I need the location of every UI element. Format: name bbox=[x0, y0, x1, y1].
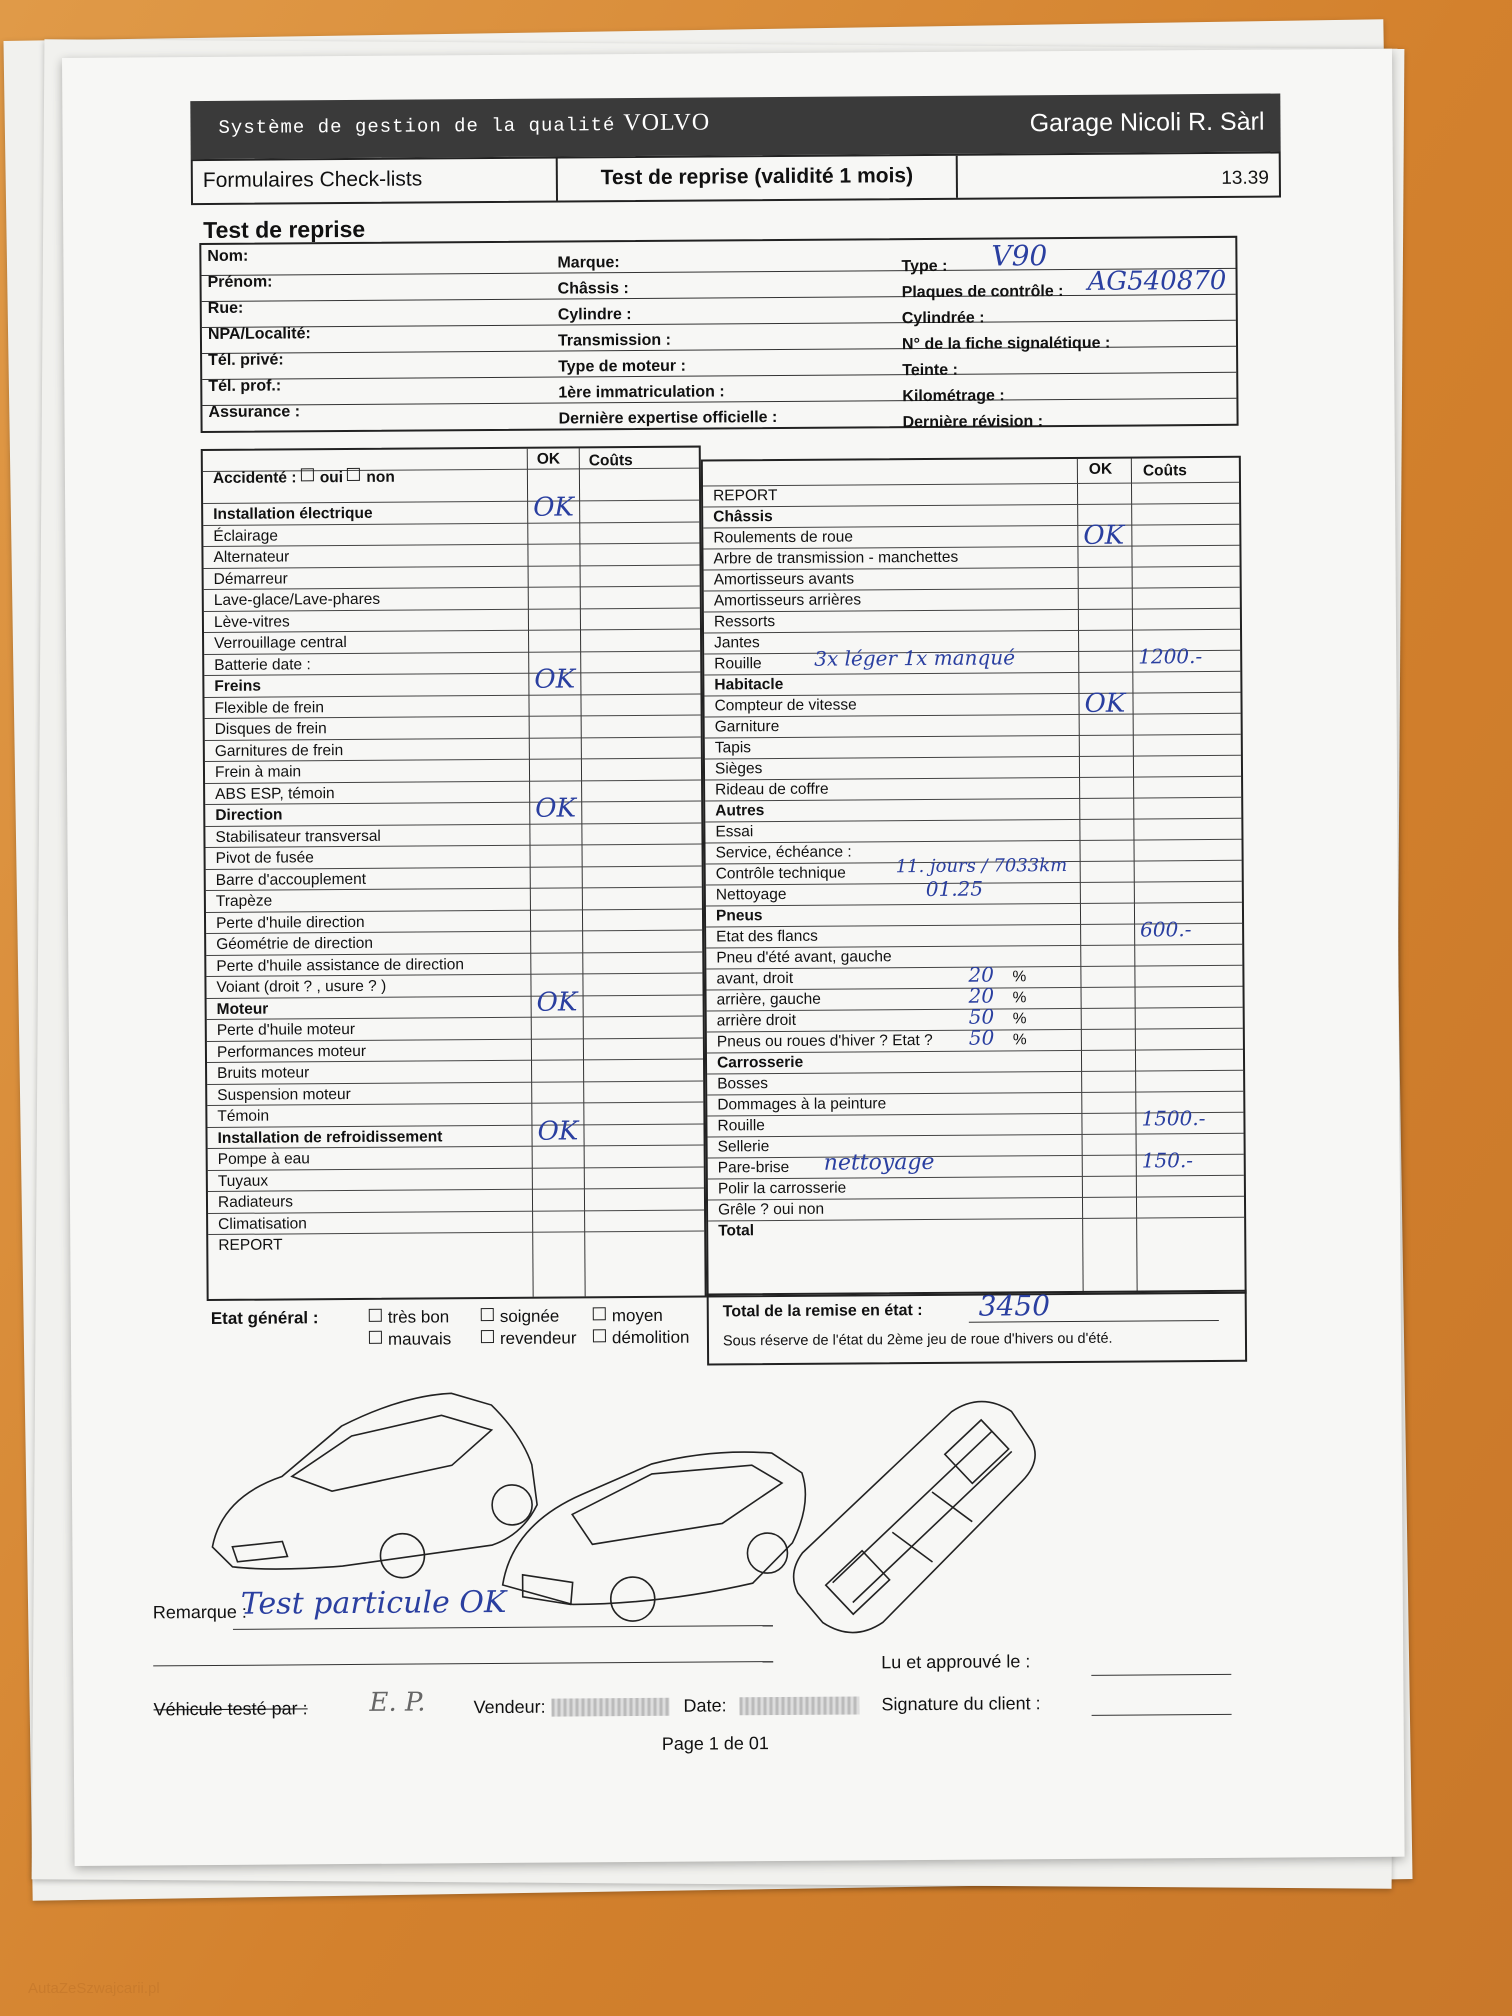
etat-option-label: soignée bbox=[499, 1306, 560, 1326]
teste-par-value: E. P. bbox=[369, 1687, 426, 1718]
client-field-label: Assurance : bbox=[208, 403, 301, 421]
checklist-item: Dommages à la peinture bbox=[717, 1095, 887, 1114]
checklist-item: Témoin bbox=[217, 1107, 270, 1125]
etat-general bbox=[210, 1305, 690, 1349]
type-value: V90 bbox=[991, 239, 1048, 273]
car-rear-view bbox=[502, 1452, 806, 1605]
vendeur-label: Vendeur: bbox=[473, 1696, 546, 1718]
checklist-item: Trapèze bbox=[215, 892, 273, 910]
table-row bbox=[208, 1188, 704, 1192]
tire-percent: 50 bbox=[968, 1025, 995, 1050]
pneus-cost: 600.- bbox=[1140, 917, 1192, 942]
ok-mark: OK bbox=[534, 664, 576, 695]
ok-column-line bbox=[527, 449, 534, 1297]
etat-option bbox=[593, 1306, 663, 1326]
etat-option bbox=[369, 1329, 451, 1350]
signature-label: Signature du client : bbox=[881, 1693, 1041, 1715]
checklist-item: Rideau de coffre bbox=[715, 780, 829, 799]
info-row-line bbox=[202, 268, 1236, 276]
checklist-item: Lave-glace/Lave-phares bbox=[213, 590, 381, 609]
table-row bbox=[705, 839, 1241, 844]
redacted-date bbox=[739, 1696, 859, 1715]
checklist-item: Freins bbox=[214, 677, 261, 695]
checklist-item: Lève-vitres bbox=[213, 612, 290, 631]
client-field-label: Tél. privé: bbox=[208, 351, 284, 369]
checklist-item: Installation électrique bbox=[213, 504, 373, 523]
table-row bbox=[207, 1016, 703, 1020]
checklist-item: avant, droit bbox=[716, 969, 794, 988]
teste-par-label: Véhicule testé par : bbox=[153, 1698, 308, 1720]
checklist-item: Tuyaux bbox=[217, 1172, 269, 1190]
checklist-item: Rouille bbox=[717, 1117, 765, 1135]
checklist-item: Pneus bbox=[715, 907, 763, 925]
sellerie-cost: 150.- bbox=[1141, 1148, 1194, 1173]
checklist-item: Bosses bbox=[717, 1075, 769, 1093]
non-checkbox[interactable] bbox=[347, 468, 360, 481]
jantes-note: 3x léger 1x manqué bbox=[814, 645, 1016, 671]
table-row bbox=[705, 818, 1241, 823]
checklist-item: Roulements de roue bbox=[713, 528, 854, 547]
checklist-item: Tapis bbox=[714, 739, 752, 757]
info-row-line bbox=[202, 372, 1236, 380]
checklist-item: arrière droit bbox=[716, 1011, 797, 1030]
form-title: Test de reprise (validité 1 mois) bbox=[558, 156, 958, 201]
page-number: Page 1 de 01 bbox=[661, 1733, 769, 1754]
checklist-item: Direction bbox=[215, 806, 283, 824]
checklist-item: Arbre de transmission - manchettes bbox=[713, 548, 959, 568]
accident-row bbox=[213, 468, 395, 488]
checklist-item: Rouille bbox=[714, 655, 762, 673]
checklist-item: Total bbox=[718, 1222, 755, 1240]
percent-sign: % bbox=[1012, 968, 1027, 986]
col-ok-header: OK bbox=[536, 450, 561, 468]
client-field-label: Nom: bbox=[207, 247, 249, 265]
checklist-item: Géométrie de direction bbox=[216, 934, 374, 953]
checklist-item: Pivot de fusée bbox=[215, 849, 314, 867]
checklist-item: Stabilisateur transversal bbox=[215, 827, 381, 846]
etat-option-label: moyen bbox=[611, 1305, 663, 1326]
form-category: Formulaires Check-lists bbox=[193, 159, 558, 204]
checklist-item: Pare-brise bbox=[717, 1158, 790, 1177]
etat-checkbox[interactable] bbox=[481, 1330, 494, 1343]
etat-option bbox=[369, 1307, 450, 1328]
checklist-item: Amortisseurs arrières bbox=[713, 591, 862, 610]
checklist-item: Compteur de vitesse bbox=[714, 696, 857, 715]
watermark: AutaZeSzwajcarii.pl bbox=[28, 1980, 160, 1997]
etat-option bbox=[481, 1328, 577, 1349]
table-row bbox=[705, 734, 1241, 739]
etat-option bbox=[481, 1307, 560, 1328]
ok-mark: OK bbox=[1084, 688, 1126, 719]
form-number: 13.39 bbox=[1221, 167, 1269, 189]
checklist-item: Pompe à eau bbox=[217, 1150, 310, 1168]
checklist-item: Verrouillage central bbox=[214, 634, 347, 652]
tire-percent: 50 bbox=[968, 1004, 995, 1029]
checklist-item: Démarreur bbox=[213, 569, 288, 588]
oui-label: oui bbox=[319, 469, 344, 487]
vehicle-field-label: Type : bbox=[901, 257, 948, 276]
etat-label: Etat général : bbox=[210, 1308, 319, 1328]
checklist-item: Service, échéance : bbox=[715, 843, 852, 862]
car-front-view bbox=[211, 1393, 537, 1570]
checklist-item: Radiateurs bbox=[217, 1193, 294, 1211]
checklist-item: Essai bbox=[715, 823, 754, 841]
form-page bbox=[62, 49, 1405, 1866]
brand-name: VOLVO bbox=[623, 109, 711, 137]
checklist-item: Pneu d'été avant, gauche bbox=[716, 948, 892, 967]
vehicle-field-label: Cylindre : bbox=[557, 306, 632, 324]
etat-checkbox[interactable] bbox=[593, 1329, 606, 1342]
tire-percent: 20 bbox=[968, 962, 994, 987]
etat-checkbox[interactable] bbox=[369, 1309, 382, 1322]
ok-column-line bbox=[1077, 459, 1084, 1293]
percent-sign: % bbox=[1012, 1031, 1027, 1049]
header-row bbox=[191, 151, 1281, 205]
vehicle-field-label: Plaques de contrôle : bbox=[901, 283, 1064, 302]
date-label: Date: bbox=[683, 1695, 727, 1716]
ok-mark: OK bbox=[533, 492, 575, 523]
table-row bbox=[703, 503, 1239, 508]
page-title: Test de reprise bbox=[203, 215, 366, 244]
checklist-item: Batterie date : bbox=[214, 655, 311, 674]
checklist-item: Bruits moteur bbox=[217, 1064, 310, 1082]
checklist-item: Garniture bbox=[714, 718, 780, 736]
controle-note: 01.25 bbox=[925, 876, 984, 901]
vehicle-field-label: Teinte : bbox=[902, 361, 958, 380]
checklist-item: Climatisation bbox=[218, 1214, 307, 1233]
checklist-item: Grêle ? oui non bbox=[717, 1200, 825, 1219]
non-label: non bbox=[366, 468, 395, 486]
redacted-vendeur bbox=[551, 1698, 669, 1717]
checklist-item: Habitacle bbox=[714, 675, 784, 694]
car-underbody-view bbox=[792, 1401, 1036, 1633]
total-note: Sous réserve de l'état du 2ème jeu de roue d'hivers ou d'été. bbox=[722, 1330, 1113, 1350]
checklist-item: Perte d'huile assistance de direction bbox=[216, 955, 465, 975]
vehicle-field-label: 1ère immatriculation : bbox=[558, 383, 725, 402]
checklist-item: Nettoyage bbox=[715, 885, 787, 904]
total-label: Total de la remise en état : bbox=[722, 1302, 923, 1321]
info-row-line bbox=[202, 294, 1236, 302]
checklist-item: Barre d'accouplement bbox=[215, 870, 367, 889]
vehicle-info-box bbox=[199, 236, 1238, 433]
header-bar bbox=[190, 93, 1280, 159]
lu-approuve-label: Lu et approuvé le : bbox=[881, 1651, 1031, 1673]
table-row bbox=[707, 1091, 1243, 1096]
vehicle-field-label: Kilométrage : bbox=[902, 387, 1005, 406]
system-title: Système de gestion de la qualité bbox=[218, 114, 616, 139]
checklist-item: Amortisseurs avants bbox=[713, 570, 855, 589]
etat-option bbox=[593, 1328, 690, 1349]
vehicle-field-label: Marque: bbox=[557, 254, 620, 272]
checklist-item: Pneus ou roues d'hiver ? Etat ? bbox=[716, 1031, 933, 1051]
peinture-cost: 1500.- bbox=[1141, 1106, 1206, 1131]
cost-column-line bbox=[1131, 459, 1138, 1293]
checklist-item: Flexible de frein bbox=[214, 698, 325, 717]
checklist-item: REPORT bbox=[218, 1236, 283, 1254]
table-row bbox=[708, 1133, 1244, 1138]
remarque-label: Remarque : bbox=[152, 1601, 247, 1623]
vehicle-field-label: Châssis : bbox=[557, 280, 629, 298]
checklist-item: Alternateur bbox=[213, 548, 290, 566]
checklist-item: REPORT bbox=[713, 487, 778, 505]
checklist-item: Etat des flancs bbox=[716, 927, 818, 946]
col-ok-header: OK bbox=[1088, 460, 1113, 478]
checklist-item: ABS ESP, témoin bbox=[215, 784, 335, 803]
checklist-item: Sellerie bbox=[717, 1138, 770, 1156]
plaques-value: AG540870 bbox=[1087, 265, 1227, 297]
checklist-item: Châssis bbox=[713, 508, 773, 526]
checklist-item: Éclairage bbox=[213, 527, 279, 545]
checklist-item: Frein à main bbox=[214, 763, 302, 781]
etat-option-label: mauvais bbox=[387, 1329, 452, 1349]
checklist-item: Moteur bbox=[216, 1000, 269, 1018]
col-couts-header: Coûts bbox=[588, 452, 633, 470]
tire-percent: 20 bbox=[968, 983, 995, 1008]
vehicle-field-label: Cylindrée : bbox=[901, 309, 985, 328]
table-row bbox=[705, 776, 1241, 781]
info-row-line bbox=[202, 320, 1236, 328]
checklist-item: Autres bbox=[715, 802, 765, 820]
checklist-item: Carrosserie bbox=[716, 1053, 804, 1072]
ok-mark: OK bbox=[535, 793, 577, 824]
checklist-item: arrière, gauche bbox=[716, 990, 821, 1009]
client-field-label: Tél. prof.: bbox=[208, 377, 282, 395]
etat-checkbox[interactable] bbox=[593, 1307, 606, 1320]
table-row bbox=[207, 1123, 703, 1127]
total-value: 3450 bbox=[978, 1289, 1051, 1323]
oui-checkbox[interactable] bbox=[301, 468, 314, 481]
checklist-item: Installation de refroidissement bbox=[217, 1127, 443, 1147]
vehicle-field-label: Dernière révision : bbox=[902, 413, 1044, 432]
client-field-label: NPA/Localité: bbox=[207, 325, 311, 343]
table-row bbox=[704, 671, 1240, 676]
checklist-item: Voiant (droit ? , usure ? ) bbox=[216, 977, 387, 996]
garage-name: Garage Nicoli R. Sàrl bbox=[1029, 107, 1265, 138]
vehicle-field-label: Transmission : bbox=[557, 331, 671, 350]
vehicle-field-label: N° de la fiche signalétique : bbox=[901, 334, 1111, 354]
sellerie-note: nettoyage bbox=[823, 1149, 935, 1176]
checklist-item: Jantes bbox=[714, 634, 760, 652]
col-couts-header: Coûts bbox=[1142, 462, 1187, 480]
client-field-label: Rue: bbox=[207, 299, 244, 317]
table-row bbox=[703, 524, 1239, 529]
checklist-item: Perte d'huile moteur bbox=[216, 1020, 356, 1039]
checklist-item: Sièges bbox=[714, 760, 763, 778]
table-row bbox=[204, 693, 700, 697]
checklist-item: Perte d'huile direction bbox=[215, 913, 365, 932]
table-row bbox=[703, 482, 1239, 487]
checklist-item: Disques de frein bbox=[214, 720, 327, 738]
etat-option-label: très bon bbox=[387, 1307, 450, 1327]
table-row bbox=[705, 755, 1241, 760]
etat-option-label: revendeur bbox=[499, 1328, 577, 1348]
percent-sign: % bbox=[1012, 989, 1027, 1007]
percent-sign: % bbox=[1012, 1010, 1027, 1028]
right-checklist bbox=[701, 456, 1247, 1298]
etat-checkbox[interactable] bbox=[481, 1308, 494, 1321]
checklist-item: Performances moteur bbox=[216, 1042, 367, 1061]
left-checklist bbox=[201, 446, 707, 1301]
jantes-cost: 1200.- bbox=[1138, 644, 1203, 669]
table-row bbox=[203, 500, 699, 504]
checklist-item: Suspension moteur bbox=[217, 1085, 351, 1104]
remarque-value: Test particule OK bbox=[240, 1584, 507, 1622]
checklist-item: Garnitures de frein bbox=[214, 741, 344, 760]
checklist-item: Ressorts bbox=[713, 613, 776, 631]
checklist-item: Contrôle technique bbox=[715, 864, 846, 883]
ok-mark: OK bbox=[1083, 520, 1125, 551]
client-field-label: Prénom: bbox=[207, 273, 273, 291]
cost-column-line bbox=[579, 448, 586, 1296]
ok-mark: OK bbox=[536, 986, 578, 1018]
vehicle-field-label: Type de moteur : bbox=[558, 357, 686, 376]
checklist-item: Polir la carrosserie bbox=[717, 1179, 847, 1198]
table-row bbox=[704, 629, 1240, 634]
table-row bbox=[704, 692, 1240, 697]
vehicle-field-label: Dernière expertise officielle : bbox=[558, 409, 778, 428]
etat-option-label: démolition bbox=[611, 1327, 690, 1348]
service-note: 11. jours / 7033km bbox=[895, 855, 1068, 878]
table-row bbox=[206, 908, 702, 912]
accident-label: Accidenté : bbox=[212, 469, 297, 487]
ok-mark: OK bbox=[537, 1115, 579, 1147]
etat-checkbox[interactable] bbox=[369, 1331, 382, 1344]
